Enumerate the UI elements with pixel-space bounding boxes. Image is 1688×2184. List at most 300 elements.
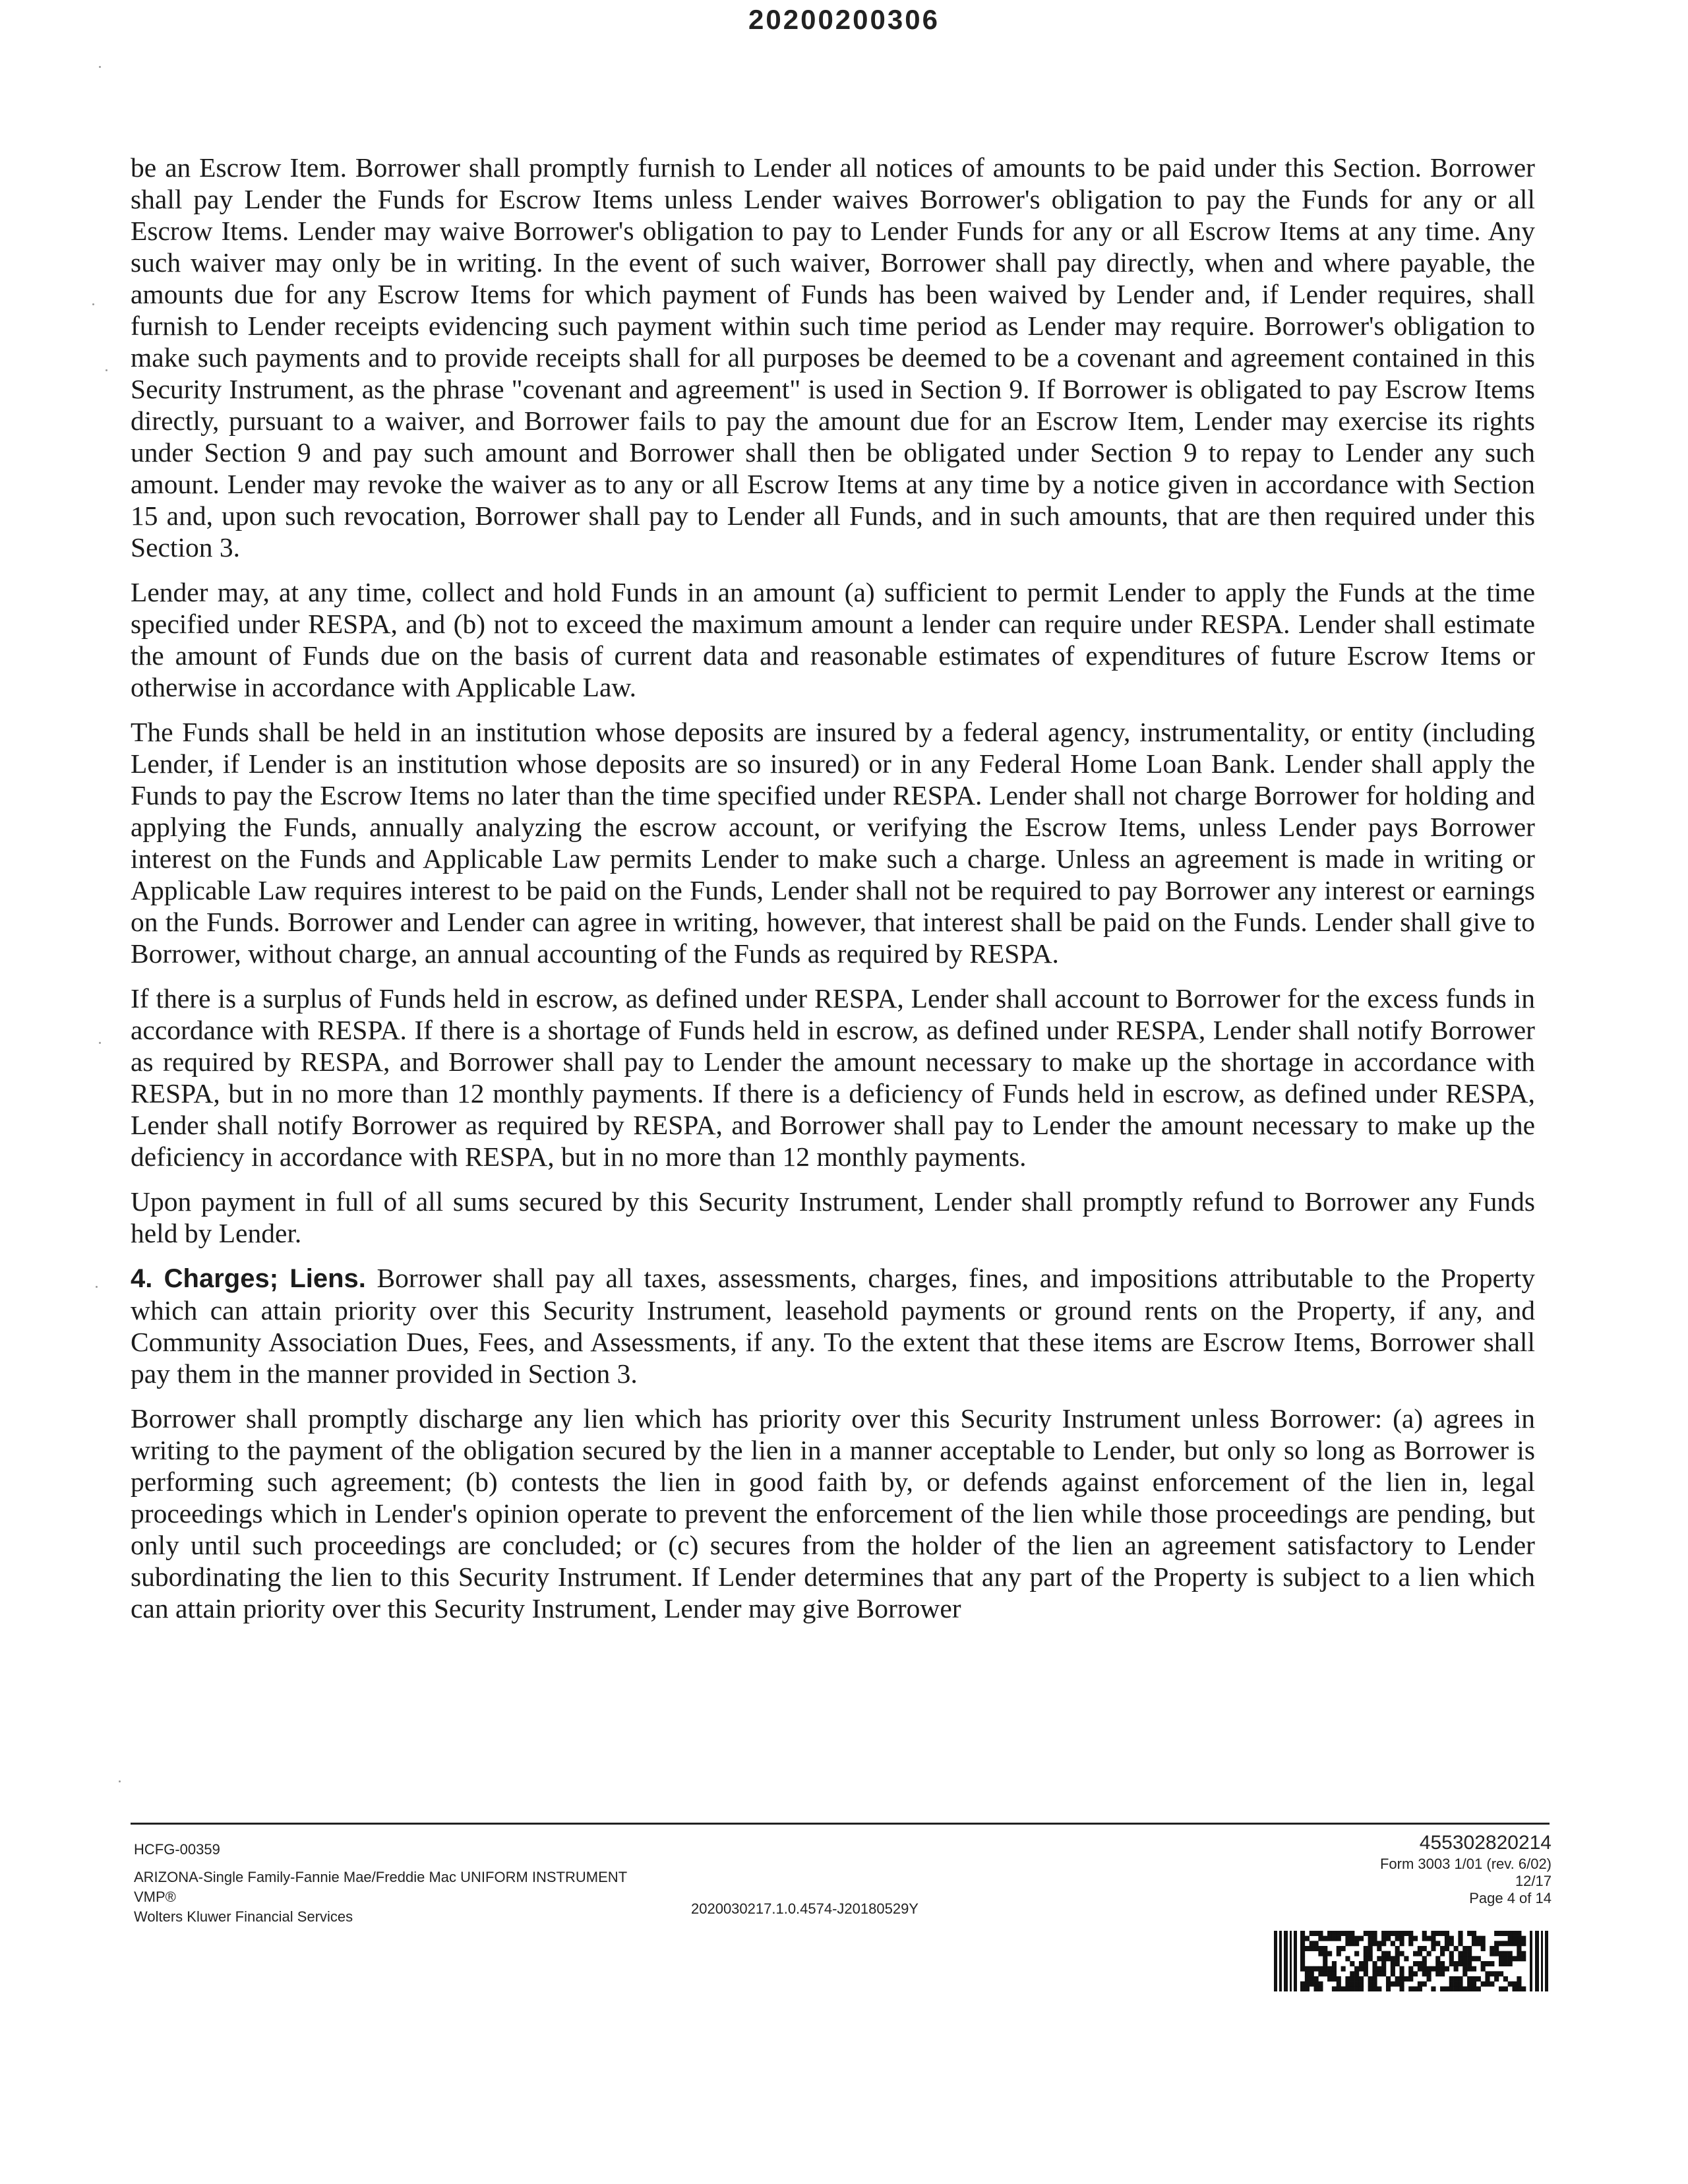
barcode-module [1323, 1956, 1327, 1961]
barcode-module [1435, 1971, 1440, 1976]
barcode-module [1327, 1936, 1332, 1941]
barcode-module [1323, 1971, 1327, 1976]
barcode-module [1449, 1982, 1454, 1987]
barcode-module [1341, 1931, 1346, 1936]
barcode-module [1354, 1971, 1359, 1976]
barcode-module [1435, 1931, 1440, 1936]
barcode-module [1350, 1986, 1354, 1991]
barcode-module [1440, 1971, 1445, 1976]
barcode-module [1350, 1941, 1354, 1946]
barcode-module [1354, 1941, 1359, 1946]
barcode-module [1458, 1941, 1462, 1946]
barcode-module [1435, 1961, 1440, 1966]
barcode-module [1517, 1956, 1521, 1961]
barcode-module [1364, 1931, 1368, 1936]
barcode-module [1305, 1982, 1310, 1987]
barcode-module [1314, 1986, 1319, 1991]
barcode-module [1337, 1946, 1341, 1951]
barcode-module [1431, 1986, 1435, 1991]
barcode-module [1408, 1941, 1413, 1946]
barcode-module [1332, 1966, 1337, 1972]
barcode-module [1454, 1986, 1459, 1991]
barcode-guard-bar [1530, 1931, 1532, 1991]
barcode-module [1404, 1976, 1408, 1982]
barcode-module [1422, 1966, 1427, 1972]
barcode-module [1381, 1966, 1386, 1972]
barcode-module [1427, 1971, 1432, 1976]
barcode-module [1499, 1961, 1503, 1966]
barcode-module [1350, 1961, 1354, 1966]
barcode-module [1368, 1951, 1373, 1957]
barcode-module [1364, 1951, 1368, 1957]
barcode-module [1440, 1951, 1445, 1957]
barcode-module [1350, 1936, 1354, 1941]
barcode-module [1354, 1951, 1359, 1957]
barcode-module [1517, 1941, 1521, 1946]
footer-loan-info [1380, 1831, 1552, 1907]
form-number: Form 3003 1/01 (rev. 6/02) [1379, 1856, 1552, 1872]
barcode-module [1454, 1982, 1459, 1987]
barcode-module [1445, 1931, 1449, 1936]
barcode-module [1418, 1982, 1422, 1987]
barcode-module [1332, 1936, 1337, 1941]
barcode-module [1512, 1941, 1517, 1946]
barcode-module [1458, 1956, 1462, 1961]
barcode-module [1300, 1951, 1305, 1957]
barcode-module [1300, 1946, 1305, 1951]
barcode-module [1458, 1986, 1462, 1991]
barcode-module [1300, 1961, 1305, 1966]
barcode-module [1431, 1966, 1435, 1972]
paragraph-refund: Upon payment in full of all sums secured by this Security Instrument, Lender shall promptly refund to Borrower any Funds held by Lender. [131, 1186, 1535, 1248]
barcode-module [1323, 1951, 1327, 1957]
barcode-module [1372, 1986, 1377, 1991]
barcode-module [1318, 1936, 1323, 1941]
barcode-module [1305, 1946, 1310, 1951]
barcode-module [1445, 1946, 1449, 1951]
barcode-module [1399, 1966, 1404, 1972]
barcode-module [1399, 1982, 1404, 1987]
barcode-module [1305, 1976, 1310, 1982]
barcode-module [1427, 1936, 1432, 1941]
barcode-module [1364, 1971, 1368, 1976]
barcode-module [1341, 1966, 1346, 1972]
barcode-module [1449, 1986, 1454, 1991]
document-body [131, 152, 1535, 1637]
barcode-module [1454, 1946, 1459, 1951]
barcode-module [1323, 1966, 1327, 1972]
barcode-module [1476, 1986, 1481, 1991]
barcode-module [1391, 1982, 1395, 1987]
barcode-module [1503, 1941, 1508, 1946]
barcode-module [1300, 1966, 1305, 1972]
barcode-module [1323, 1961, 1327, 1966]
barcode-module [1467, 1956, 1472, 1961]
barcode-module [1305, 1936, 1310, 1941]
barcode-module [1323, 1936, 1327, 1941]
paragraph-escrow-waiver: be an Escrow Item. Borrower shall promptly furnish to Lender all notices of amounts to be paid under this Section. Borrower shall pay Lender the Funds for Escrow Items unless Lender waives Borrower's obligation to pay the Funds for any or all Escrow Items. Lender may waive Borrower's obligation to pay to Lender Funds for any or all Escrow Items at any time. Any such waiver may only be in writing. In the event of such waiver, Borrower shall pay directly, when and where payable, the amounts due for any Escrow Items for which payment of Funds has been waived by Lender and, if Lender requires, shall furnish to Lender receipts evidencing such payment within such time period as Lender may require. Borrower's obligation to make such payments and to provide receipts shall for all purposes be deemed to be a covenant and agreement contained in this Security Instrument, as the phrase "covenant and agreement" is used in Section 9. If Borrower is obligated to pay Escrow Items directly, pursuant to a waiver, and Borrower fails to pay the amount due for an Escrow Item, Lender may exercise its rights under Section 9 and pay such amount and Borrower shall then be obligated under Section 9 to repay to Lender any such amount. Lender may revoke the waiver as to any or all Escrow Items at any time by a notice given in accordance with Section 15 and, upon such revocation, Borrower shall pay to Lender all Funds, and in such amounts, that are then required under this Section 3. [131, 152, 1535, 562]
barcode-module [1481, 1982, 1486, 1987]
barcode-module [1310, 1931, 1314, 1936]
barcode-module [1300, 1941, 1305, 1946]
barcode-module [1345, 1982, 1350, 1987]
barcode-module [1408, 1966, 1413, 1972]
barcode-module [1467, 1976, 1472, 1982]
barcode-module [1318, 1946, 1323, 1951]
barcode-module [1472, 1986, 1476, 1991]
barcode-module [1354, 1966, 1359, 1972]
barcode-module [1391, 1966, 1395, 1972]
barcode-module [1467, 1946, 1472, 1951]
barcode-module [1472, 1956, 1476, 1961]
barcode-module [1512, 1936, 1517, 1941]
barcode-module [1372, 1976, 1377, 1982]
barcode-module [1512, 1986, 1517, 1991]
barcode-module [1422, 1971, 1427, 1976]
barcode-module [1431, 1941, 1435, 1946]
barcode-module [1310, 1982, 1314, 1987]
footer-form-info [134, 1840, 627, 1927]
barcode-module [1314, 1946, 1319, 1951]
barcode-guard-bar [1284, 1931, 1288, 1991]
barcode-module [1508, 1941, 1513, 1946]
barcode-module [1485, 1961, 1490, 1966]
barcode-module [1481, 1966, 1486, 1972]
barcode-module [1391, 1941, 1395, 1946]
barcode-module [1345, 1931, 1350, 1936]
barcode-module [1427, 1951, 1432, 1957]
barcode-module [1345, 1976, 1350, 1982]
barcode-module [1359, 1966, 1364, 1972]
barcode-module [1481, 1961, 1486, 1966]
barcode-module [1440, 1946, 1445, 1951]
barcode-module [1422, 1956, 1427, 1961]
barcode-module [1386, 1976, 1391, 1982]
barcode-guard-bar [1541, 1931, 1543, 1991]
barcode-module [1327, 1976, 1332, 1982]
barcode-module [1381, 1941, 1386, 1946]
barcode-module [1395, 1956, 1400, 1961]
barcode-module [1517, 1982, 1521, 1987]
barcode-module [1467, 1982, 1472, 1987]
barcode-module [1494, 1951, 1499, 1957]
barcode-module [1517, 1976, 1521, 1982]
barcode-module [1476, 1976, 1481, 1982]
barcode-module [1337, 1976, 1341, 1982]
barcode-module [1435, 1966, 1440, 1972]
barcode-module [1354, 1982, 1359, 1987]
barcode-module [1372, 1982, 1377, 1987]
barcode-module [1372, 1941, 1377, 1946]
barcode-module [1431, 1946, 1435, 1951]
section-4-text: Borrower shall pay all taxes, assessments, charges, fines, and impositions attributable to the Property which can attain priority over this Security Instrument, leasehold payments or ground rents on the Property, if any, and Community Association Dues, Fees, and Assessments, if any. To the extent that these items are Escrow Items, Borrower shall pay them in the manner provided in Section 3. [131, 1263, 1535, 1389]
barcode-module [1467, 1931, 1472, 1936]
barcode-module [1404, 1931, 1408, 1936]
barcode-module [1368, 1976, 1373, 1982]
barcode-module [1381, 1951, 1386, 1957]
barcode [1274, 1931, 1551, 1991]
barcode-module [1503, 1961, 1508, 1966]
barcode-module [1364, 1966, 1368, 1972]
barcode-module [1408, 1986, 1413, 1991]
barcode-module [1318, 1982, 1323, 1987]
barcode-module [1517, 1931, 1521, 1936]
barcode-module [1408, 1976, 1413, 1982]
barcode-module [1503, 1956, 1508, 1961]
barcode-module [1337, 1931, 1341, 1936]
barcode-module [1413, 1986, 1418, 1991]
barcode-module [1310, 1941, 1314, 1946]
barcode-module [1399, 1936, 1404, 1941]
barcode-module [1381, 1936, 1386, 1941]
barcode-module [1431, 1931, 1435, 1936]
barcode-module [1345, 1936, 1350, 1941]
barcode-module [1368, 1986, 1373, 1991]
barcode-module [1318, 1931, 1323, 1936]
barcode-module [1381, 1961, 1386, 1966]
barcode-module [1521, 1956, 1526, 1961]
barcode-module [1395, 1982, 1400, 1987]
barcode-module [1332, 1986, 1337, 1991]
barcode-module [1418, 1961, 1422, 1966]
barcode-module [1449, 1961, 1454, 1966]
barcode-module [1454, 1976, 1459, 1982]
barcode-module [1350, 1971, 1354, 1976]
barcode-module [1345, 1986, 1350, 1991]
barcode-module [1350, 1982, 1354, 1987]
barcode-module [1381, 1956, 1386, 1961]
barcode-module [1314, 1941, 1319, 1946]
barcode-module [1305, 1971, 1310, 1976]
barcode-module [1377, 1941, 1381, 1946]
barcode-module [1490, 1982, 1494, 1987]
barcode-module [1499, 1956, 1503, 1961]
barcode-module [1445, 1936, 1449, 1941]
barcode-module [1503, 1976, 1508, 1982]
barcode-module [1418, 1946, 1422, 1951]
footer-document-id: 2020030217.1.0.4574-J20180529Y [691, 1900, 919, 1917]
barcode-module [1391, 1956, 1395, 1961]
barcode-module [1391, 1971, 1395, 1976]
barcode-module [1364, 1956, 1368, 1961]
barcode-module [1449, 1951, 1454, 1957]
footer-vmp: VMP® [134, 1889, 176, 1905]
barcode-module [1332, 1971, 1337, 1976]
barcode-module [1408, 1971, 1413, 1976]
barcode-module [1508, 1931, 1513, 1936]
barcode-module [1467, 1961, 1472, 1966]
paragraph-surplus-shortage: If there is a surplus of Funds held in escrow, as defined under RESPA, Lender shall account to Borrower for the excess funds in accordance with RESPA. If there is a shortage of Funds held in escrow, as defined under RESPA, Lender shall notify Borrower as required by RESPA, and Borrower shall pay to Lender the amount necessary to make up the shortage in accordance with RESPA, but in no more than 12 monthly payments. If there is a deficiency of Funds held in escrow, as defined under RESPA, Lender shall notify Borrower as required by RESPA, and Borrower shall pay to Lender the amount necessary to make up the deficiency in accordance with RESPA, but in no more than 12 monthly payments. [131, 983, 1535, 1172]
barcode-module [1386, 1931, 1391, 1936]
barcode-module [1431, 1936, 1435, 1941]
barcode-module [1472, 1976, 1476, 1982]
barcode-module [1395, 1946, 1400, 1951]
barcode-module [1413, 1961, 1418, 1966]
barcode-module [1462, 1971, 1467, 1976]
barcode-module [1427, 1976, 1432, 1982]
barcode-module [1413, 1951, 1418, 1957]
barcode-module [1377, 1956, 1381, 1961]
barcode-module [1337, 1982, 1341, 1987]
barcode-module [1418, 1986, 1422, 1991]
barcode-module [1332, 1931, 1337, 1936]
barcode-module [1377, 1966, 1381, 1972]
barcode-module [1449, 1956, 1454, 1961]
barcode-module [1305, 1966, 1310, 1972]
barcode-module [1377, 1986, 1381, 1991]
scan-speck [99, 66, 101, 68]
barcode-module [1395, 1976, 1400, 1982]
barcode-module [1458, 1961, 1462, 1966]
barcode-module [1399, 1976, 1404, 1982]
barcode-module [1395, 1961, 1400, 1966]
barcode-module [1462, 1951, 1467, 1957]
barcode-module [1440, 1931, 1445, 1936]
page-number: Page 4 of 14 [1469, 1890, 1552, 1906]
barcode-module [1499, 1941, 1503, 1946]
barcode-module [1404, 1956, 1408, 1961]
barcode-module [1427, 1966, 1432, 1972]
barcode-module [1337, 1936, 1341, 1941]
barcode-module [1512, 1931, 1517, 1936]
barcode-module [1345, 1941, 1350, 1946]
barcode-module [1399, 1941, 1404, 1946]
barcode-module [1386, 1951, 1391, 1957]
barcode-module [1368, 1931, 1373, 1936]
barcode-module [1386, 1986, 1391, 1991]
barcode-module [1521, 1936, 1526, 1941]
barcode-module [1418, 1951, 1422, 1957]
barcode-module [1521, 1986, 1526, 1991]
barcode-module [1364, 1946, 1368, 1951]
barcode-module [1368, 1941, 1373, 1946]
barcode-module [1440, 1986, 1445, 1991]
barcode-module [1300, 1956, 1305, 1961]
barcode-module [1508, 1936, 1513, 1941]
barcode-module [1517, 1951, 1521, 1957]
barcode-module [1368, 1982, 1373, 1987]
barcode-module [1372, 1931, 1377, 1936]
barcode-module [1318, 1966, 1323, 1972]
barcode-module [1350, 1976, 1354, 1982]
barcode-module [1305, 1986, 1310, 1991]
barcode-module [1517, 1936, 1521, 1941]
barcode-module [1462, 1956, 1467, 1961]
barcode-module [1435, 1956, 1440, 1961]
barcode-module [1386, 1956, 1391, 1961]
barcode-module [1490, 1961, 1494, 1966]
scan-speck [96, 1286, 98, 1288]
barcode-guard-bar [1545, 1931, 1548, 1991]
barcode-module [1399, 1986, 1404, 1991]
barcode-module [1485, 1971, 1490, 1976]
barcode-module [1368, 1936, 1373, 1941]
barcode-guard-bar [1274, 1931, 1277, 1991]
scan-speck [92, 303, 94, 305]
barcode-module [1462, 1946, 1467, 1951]
barcode-module [1372, 1971, 1377, 1976]
barcode-module [1354, 1986, 1359, 1991]
barcode-module [1359, 1961, 1364, 1966]
barcode-module [1462, 1961, 1467, 1966]
barcode-module [1359, 1986, 1364, 1991]
barcode-module [1318, 1951, 1323, 1957]
barcode-guard-bar [1294, 1931, 1297, 1991]
barcode-module [1300, 1931, 1305, 1936]
scan-speck [106, 369, 107, 371]
barcode-module [1413, 1971, 1418, 1976]
barcode-module [1323, 1946, 1327, 1951]
barcode-module [1440, 1961, 1445, 1966]
barcode-module [1508, 1982, 1513, 1987]
paragraph-lien-discharge: Borrower shall promptly discharge any lien which has priority over this Security Instrument unless Borrower: (a) agrees in writing to the payment of the obligation secured by the lien in a manner acceptable to Lender, but only so long as Borrower is performing such agreement; (b) contests the lien in good faith by, or defends against enforcement of the lien in, legal proceedings which in Lender's opinion operate to prevent the enforcement of the lien while those proceedings are pending, but only until such proceedings are concluded; or (c) secures from the holder of the lien an agreement satisfactory to Lender subordinating the lien to this Security Instrument. If Lender determines that any part of the Property is subject to a lien which can attain priority over this Security Instrument, Lender may give Borrower [131, 1403, 1535, 1623]
barcode-module [1372, 1936, 1377, 1941]
barcode-module [1300, 1982, 1305, 1987]
barcode-module [1332, 1961, 1337, 1966]
barcode-module [1508, 1956, 1513, 1961]
barcode-module [1354, 1976, 1359, 1982]
barcode-module [1381, 1971, 1386, 1976]
barcode-module [1499, 1971, 1503, 1976]
barcode-module [1327, 1971, 1332, 1976]
barcode-module [1318, 1986, 1323, 1991]
recording-number: 20200200306 [748, 4, 940, 35]
barcode-module [1517, 1946, 1521, 1951]
barcode-module [1391, 1931, 1395, 1936]
barcode-module [1499, 1931, 1503, 1936]
barcode-module [1503, 1951, 1508, 1957]
barcode-module [1449, 1936, 1454, 1941]
barcode-module [1377, 1971, 1381, 1976]
barcode-module [1310, 1971, 1314, 1976]
barcode-module [1445, 1941, 1449, 1946]
paragraph-funds-institution: The Funds shall be held in an institution whose deposits are insured by a federal agency, instrumentality, or entity (including Lender, if Lender is an institution whose deposits are so insured) or in any Federal Home Loan Bank. Lender shall apply the Funds to pay the Escrow Items no later than the time specified under RESPA. Lender shall not charge Borrower for holding and applying the Funds, annually analyzing the escrow account, or verifying the Escrow Items, unless Lender pays Borrower interest on the Funds and Applicable Law permits Lender to make such a charge. Unless an agreement is made in writing or Applicable Law requires interest to be paid on the Funds, Lender shall not be required to pay Borrower any interest or earnings on the Funds. Borrower and Lender can agree in writing, however, that interest shall be paid on the Funds. Lender shall give to Borrower, without charge, an annual accounting of the Funds as required by RESPA. [131, 717, 1535, 969]
barcode-module [1422, 1946, 1427, 1951]
barcode-module [1337, 1951, 1341, 1957]
barcode-module [1327, 1931, 1332, 1936]
section-4-paragraph [131, 1262, 1535, 1389]
barcode-module [1481, 1936, 1486, 1941]
barcode-module [1300, 1936, 1305, 1941]
barcode-module [1449, 1941, 1454, 1946]
barcode-module [1327, 1966, 1332, 1972]
barcode-module [1359, 1976, 1364, 1982]
barcode-module [1458, 1982, 1462, 1987]
barcode-module [1490, 1951, 1494, 1957]
barcode-module [1458, 1976, 1462, 1982]
barcode-module [1341, 1946, 1346, 1951]
barcode-module [1476, 1941, 1481, 1946]
barcode-module [1422, 1982, 1427, 1987]
barcode-module [1372, 1966, 1377, 1972]
barcode-module [1364, 1961, 1368, 1966]
barcode-module [1368, 1956, 1373, 1961]
barcode-module [1422, 1936, 1427, 1941]
footer-divider [131, 1823, 1550, 1825]
barcode-module [1449, 1976, 1454, 1982]
barcode-module [1517, 1986, 1521, 1991]
barcode-module [1503, 1986, 1508, 1991]
barcode-module [1467, 1966, 1472, 1972]
barcode-module [1499, 1951, 1503, 1957]
paragraph-funds-collection: Lender may, at any time, collect and hold Funds in an amount (a) sufficient to permit Lender to apply the Funds at the time specified under RESPA, and (b) not to exceed the maximum amount a lender can require under RESPA. Lender shall estimate the amount of Funds due on the basis of current data and reasonable estimates of expenditures of future Escrow Items or otherwise in accordance with Applicable Law. [131, 577, 1535, 702]
barcode-module [1472, 1982, 1476, 1987]
footer-publisher: Wolters Kluwer Financial Services [134, 1908, 353, 1925]
barcode-module [1499, 1986, 1503, 1991]
footer-code: HCFG-00359 [134, 1841, 220, 1858]
barcode-module [1494, 1976, 1499, 1982]
footer-form-title: ARIZONA-Single Family-Fannie Mae/Freddie Mac UNIFORM INSTRUMENT [134, 1869, 628, 1885]
